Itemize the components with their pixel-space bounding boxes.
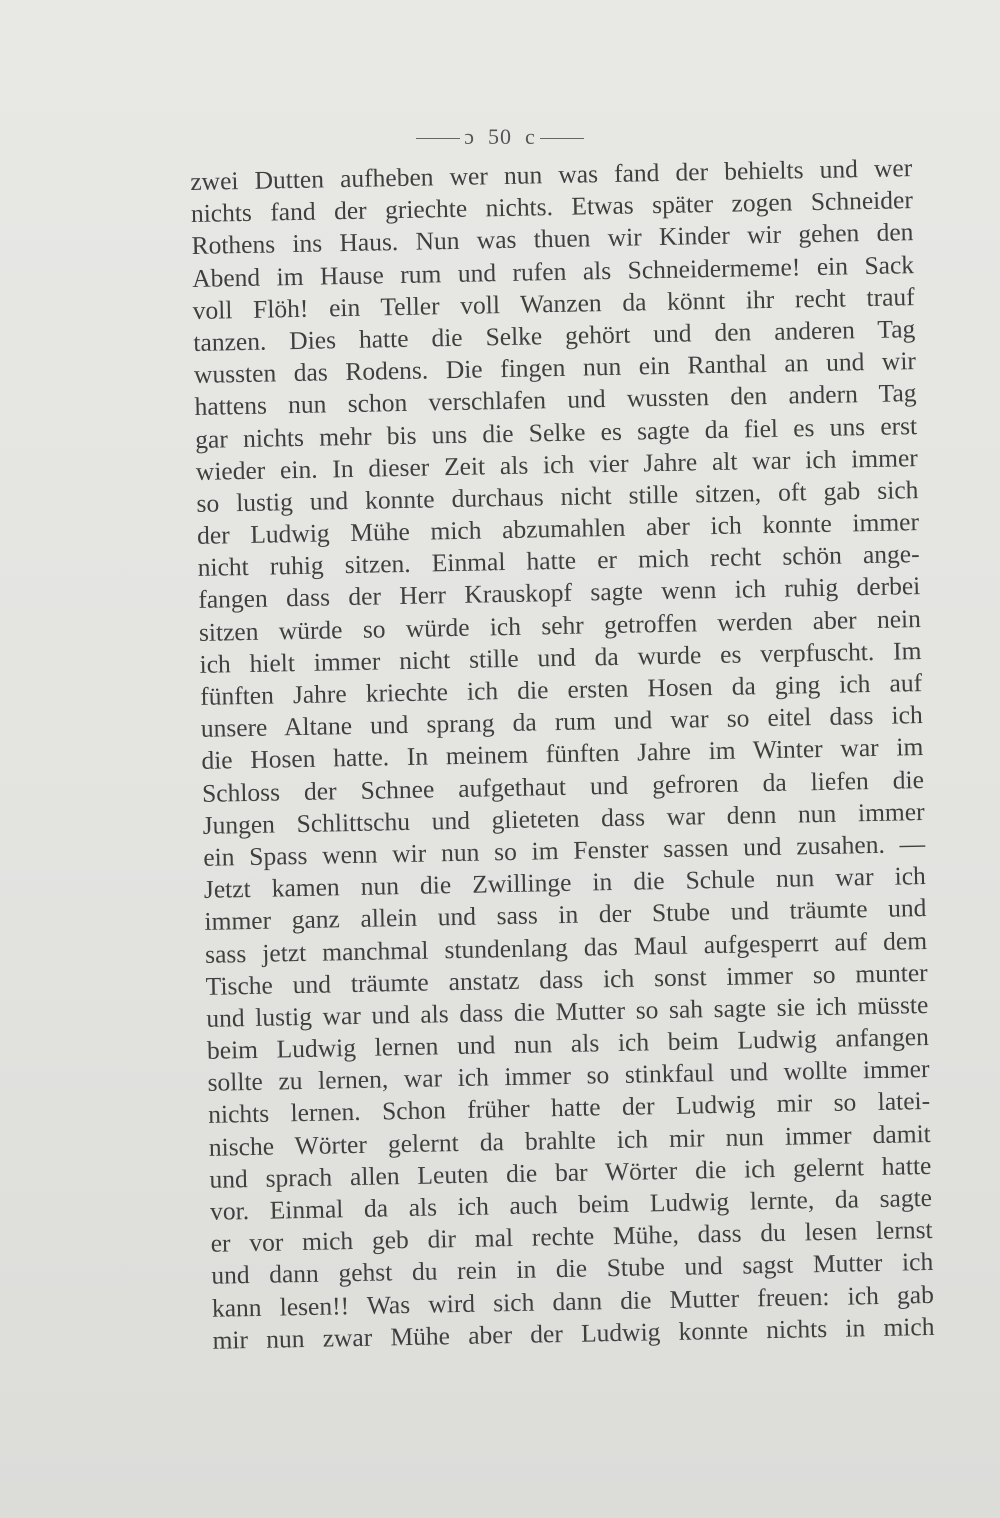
text-line: Rothens ins Haus. Nun was thuen wir Kinder wir gehen den xyxy=(191,217,914,261)
text-line: wieder ein. In dieser Zeit als ich vier Jahre alt war ich immer xyxy=(195,442,919,486)
text-line: Abend im Hause rum und rufen als Schneidermeme! ein Sack xyxy=(191,249,915,293)
text-line: gar nichts mehr bis uns die Selke es sagte da fiel es uns erst xyxy=(194,410,918,454)
text-line: immer ganz allein und sass in der Stube und träumte und xyxy=(204,893,927,937)
text-line: sollte zu lernen, war ich immer so stinkfaul und wollte immer xyxy=(207,1054,930,1098)
text-line: voll Flöh! ein Teller voll Wanzen da könnt ihr recht trauf xyxy=(192,281,915,325)
text-line: unsere Altane und sprang da rum und war so eitel dass ich xyxy=(200,700,923,744)
text-line: sass jetzt manchmal stundenlang das Maul aufgesperrt auf dem xyxy=(204,925,928,969)
text-line: er vor mich geb dir mal rechte Mühe, dass du lesen lernst xyxy=(210,1215,933,1258)
text-line: zwei Dutten aufheben wer nun was fand der behielts und wer xyxy=(190,153,913,196)
text-line: nicht ruhig sitzen. Einmal hatte er mich recht schön ange- xyxy=(197,539,920,583)
text-line: Schloss der Schnee aufgethaut und gefroren da liefen die xyxy=(201,764,925,808)
page-number: 50 xyxy=(488,124,512,149)
text-line: beim Ludwig lernen und nun als ich beim Ludwig anfangen xyxy=(206,1022,930,1065)
text-line: nichts lernen. Schon früher hatte der Ludwig mir so latei- xyxy=(207,1086,931,1130)
text-line: ein Spass wenn wir nun so im Fenster sassen und zusahen. — xyxy=(202,828,926,872)
body-text xyxy=(190,152,935,1357)
text-line: vor. Einmal da als ich auch beim Ludwig lernte, da sagte xyxy=(209,1182,933,1226)
text-line: und dann gehst du rein in die Stube und sagst Mutter ich xyxy=(211,1247,934,1291)
text-line: hattens nun schon verschlafen und wussten den andern Tag xyxy=(194,378,917,422)
text-line: mir nun zwar Mühe aber der Ludwig konnte nichts in mich xyxy=(212,1311,935,1355)
text-line: Jungen Schlittschu und glieteten dass war denn nun immer xyxy=(202,796,925,840)
text-line: fangen dass der Herr Krauskopf sagte wenn ich ruhig derbei xyxy=(198,571,921,615)
text-line: die Hosen hatte. In meinem fünften Jahre im Winter war im xyxy=(201,732,924,776)
text-line: und sprach allen Leuten die bar Wörter die ich gelernt hatte xyxy=(209,1150,932,1194)
text-line: so lustig und konnte durchaus nicht stille sitzen, oft gab sich xyxy=(196,474,919,518)
text-line: nichts fand der griechte nichts. Etwas später zogen Schneider xyxy=(190,185,914,229)
text-line: fünften Jahre kriechte ich die ersten Hosen da ging ich auf xyxy=(199,668,923,711)
text-line: wussten das Rodens. Die fingen nun ein Ranthal an und wir xyxy=(193,346,917,390)
page-header xyxy=(0,124,1000,150)
text-line: tanzen. Dies hatte die Selke gehört und den anderen Tag xyxy=(193,314,916,357)
text-line: kann lesen!! Was wird sich dann die Mutter freuen: ich gab xyxy=(211,1279,935,1323)
text-line: nische Wörter gelernt da brahlte ich mir nun immer damit xyxy=(208,1118,931,1162)
text-line: und lustig war und als dass die Mutter so sah sagte sie ich müsste xyxy=(206,989,929,1033)
page-number-ornament-right: c xyxy=(525,124,536,149)
text-line: der Ludwig Mühe mich abzumahlen aber ich konnte immer xyxy=(196,507,920,550)
text-line: sitzen würde so würde ich sehr getroffen werden aber nein xyxy=(198,603,922,647)
header-rule-right xyxy=(540,138,584,139)
text-line: Tische und träumte anstatz dass ich sonst immer so munter xyxy=(205,957,928,1001)
header-rule-left xyxy=(416,138,460,139)
text-line: ich hielt immer nicht stille und da wurde es verpfuscht. Im xyxy=(199,635,922,679)
text-line: Jetzt kamen nun die Zwillinge in die Schule nun war ich xyxy=(203,861,927,904)
page-number-ornament-left: ɔ xyxy=(464,124,475,149)
